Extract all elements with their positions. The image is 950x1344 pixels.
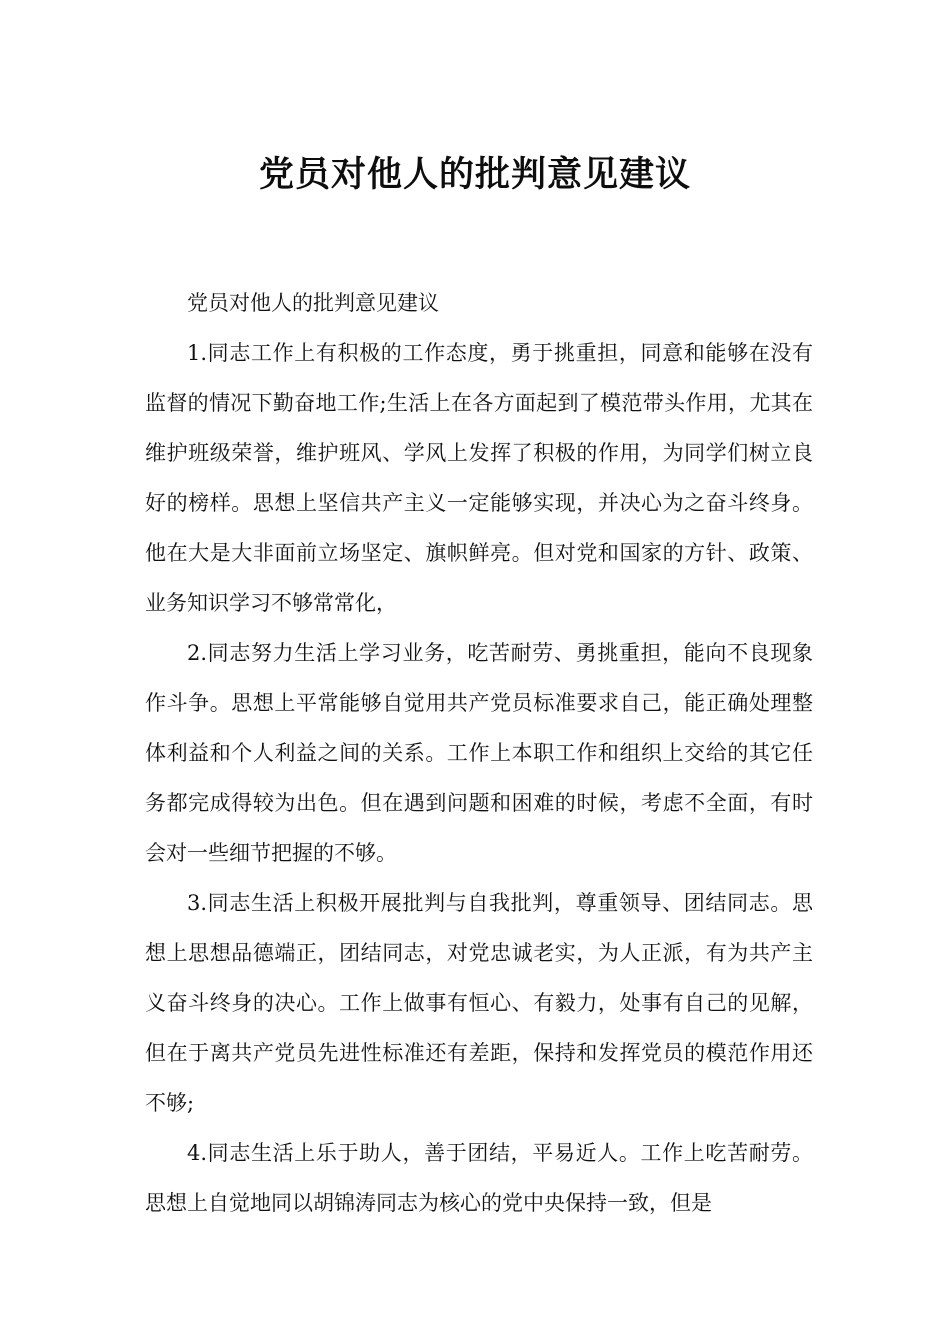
paragraph-item-4: 4.同志生活上乐于助人，善于团结，平易近人。工作上吃苦耐劳。思想上自觉地同以胡锦涛同志为核心的党中央保持一致，但是 — [145, 1141, 813, 1215]
paragraph-item-3: 3.同志生活上积极开展批判与自我批判，尊重领导、团结同志。思想上思想品德端正，团结同志，对党忠诚老实，为人正派，有为共产主义奋斗终身的决心。工作上做事有恒心、有毅力，处事有自己的见解，但在于离共产党员先进性标准还有差距，保持和发挥党员的模范作用还不够; — [145, 891, 813, 1115]
document-body — [145, 278, 813, 1228]
paragraph-subtitle: 党员对他人的批判意见建议 — [187, 291, 439, 315]
document-title: 党员对他人的批判意见建议 — [258, 155, 691, 196]
paragraph-item-2: 2.同志努力生活上学习业务，吃苦耐劳、勇挑重担，能向不良现象作斗争。思想上平常能够自觉用共产党员标准要求自己，能正确处理整体利益和个人利益之间的关系。工作上本职工作和组织上交给的其它任务都完成得较为出色。但在遇到问题和困难的时候，考虑不全面，有时会对一些细节把握的不够。 — [145, 641, 813, 865]
paragraph-item-1: 1.同志工作上有积极的工作态度，勇于挑重担，同意和能够在没有监督的情况下勤奋地工作;生活上在各方面起到了模范带头作用，尤其在维护班级荣誉，维护班风、学风上发挥了积极的作用，为同学们树立良好的榜样。思想上坚信共产主义一定能够实现，并决心为之奋斗终身。他在大是大非面前立场坚定、旗帜鲜亮。但对党和国家的方针、政策、业务知识学习不够常常化， — [145, 341, 813, 615]
